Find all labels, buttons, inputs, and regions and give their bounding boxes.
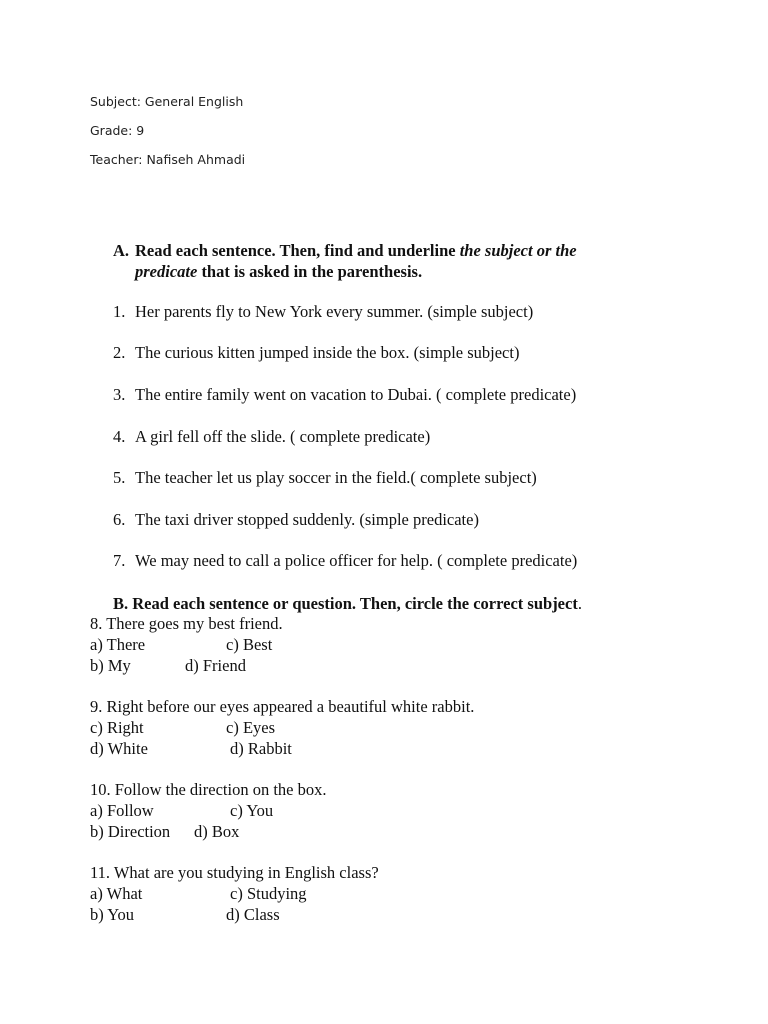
subject-line: Subject: General English [90, 94, 244, 109]
option: c) Right [90, 718, 144, 737]
option: d) Rabbit [230, 739, 292, 758]
option: c) You [230, 801, 274, 820]
item-text: The taxi driver stopped suddenly. (simple predicate) [135, 510, 479, 529]
list-item [113, 510, 479, 530]
section-a-text-2: that is asked in the parenthesis. [197, 262, 423, 281]
list-item [113, 551, 577, 571]
item-text: The entire family went on vacation to Dubai. ( complete predicate) [135, 385, 577, 404]
list-item [113, 385, 576, 405]
item-text: The curious kitten jumped inside the box. (simple subject) [135, 343, 520, 362]
section-a-letter: A. [113, 241, 130, 260]
item-number: 3. [113, 385, 126, 404]
section-a-italic-2: predicate [135, 262, 198, 281]
section-a-italic-1: the subject or the [459, 241, 577, 260]
item-number: 1. [113, 302, 126, 321]
teacher-line: Teacher: Nafiseh Ahmadi [90, 152, 246, 167]
question-9: 9. Right before our eyes appeared a beautiful white rabbit. [90, 697, 475, 716]
section-b-heading-text: B. Read each sentence or question. Then, circle the correct subject [113, 594, 578, 613]
option: b) You [90, 905, 135, 924]
item-number: 6. [113, 510, 126, 529]
list-item [113, 343, 519, 363]
option: d) Class [226, 905, 280, 924]
item-number: 2. [113, 343, 126, 362]
list-item [113, 427, 430, 447]
section-b-heading [113, 594, 582, 614]
list-item [113, 468, 537, 488]
option: d) Friend [185, 656, 246, 675]
item-number: 5. [113, 468, 126, 487]
option: c) Studying [230, 884, 307, 903]
item-text: The teacher let us play soccer in the field.( complete subject) [135, 468, 537, 487]
option: c) Best [226, 635, 273, 654]
question-10: 10. Follow the direction on the box. [90, 780, 327, 799]
option: a) Follow [90, 801, 154, 820]
option: d) White [90, 739, 148, 758]
item-text: We may need to call a police officer for help. ( complete predicate) [135, 551, 578, 570]
section-b-heading-end: . [577, 594, 582, 613]
option: c) Eyes [226, 718, 276, 737]
option: b) My [90, 656, 131, 675]
option: a) What [90, 884, 143, 903]
option: b) Direction [90, 822, 171, 841]
item-number: 4. [113, 427, 126, 446]
grade-line: Grade: 9 [90, 123, 145, 138]
option: a) There [90, 635, 146, 654]
list-item [113, 302, 533, 322]
section-a-heading [113, 240, 673, 282]
item-number: 7. [113, 551, 126, 570]
item-text: A girl fell off the slide. ( complete predicate) [135, 427, 431, 446]
item-text: Her parents fly to New York every summer. (simple subject) [135, 302, 534, 321]
question-11: 11. What are you studying in English class? [90, 863, 379, 882]
question-8: 8. There goes my best friend. [90, 614, 283, 633]
section-a-text-1: Read each sentence. Then, find and underline [135, 241, 460, 260]
option: d) Box [194, 822, 240, 841]
